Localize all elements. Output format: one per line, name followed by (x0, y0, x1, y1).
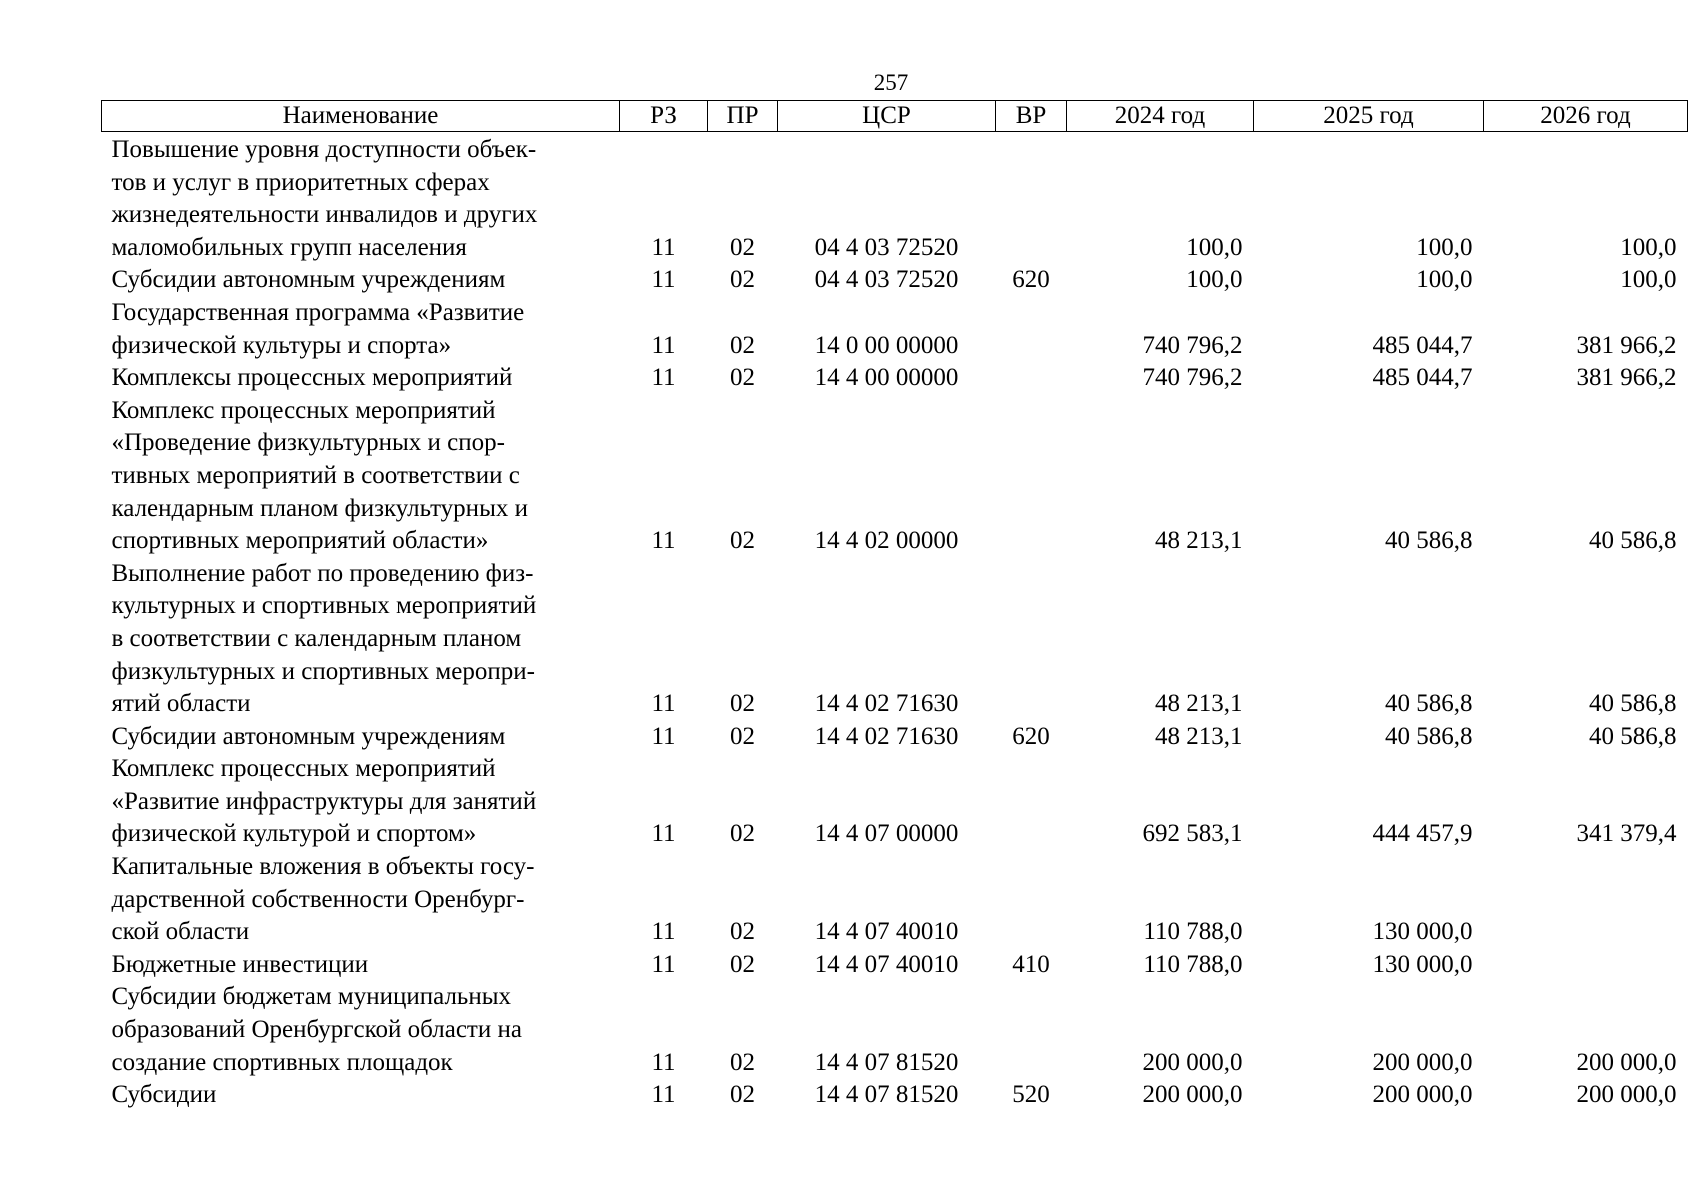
row-name-line: спортивных мероприятий области» (111, 527, 489, 555)
pr-cell: 02 (730, 331, 755, 359)
csr-cell: 14 4 07 40010 (814, 918, 959, 946)
rz-cell: 11 (651, 233, 676, 261)
amount-2024-cell: 110 788,0 (1143, 918, 1243, 946)
table-row (102, 981, 1688, 1079)
row-name-line: Повышение уровня доступности объек- (111, 136, 537, 163)
row-name-line: календарным планом физкультурных и (111, 494, 528, 522)
amount-2026-cell: 40 586,8 (1589, 527, 1677, 555)
row-name-line: «Проведение физкультурных и спор- (111, 429, 505, 457)
vr-cell (996, 395, 1067, 558)
amount-2024-cell: 740 796,2 (1142, 364, 1243, 392)
rz-cell: 11 (651, 690, 676, 718)
table-row (102, 1079, 1688, 1112)
amount-2024-cell: 692 583,1 (1142, 820, 1243, 848)
row-name-cell (102, 753, 620, 851)
csr-cell: 14 0 00 00000 (814, 331, 959, 359)
amount-2026-cell: 381 966,2 (1576, 331, 1677, 359)
amount-2026-cell: 100,0 (1620, 266, 1677, 294)
row-name-cell (102, 297, 620, 362)
pr-cell: 02 (730, 1048, 755, 1076)
rz-cell: 11 (651, 950, 676, 978)
amount-2025-cell: 485 044,7 (1372, 331, 1473, 359)
rz-cell: 11 (651, 364, 676, 392)
row-name-cell (102, 132, 620, 265)
amount-2026-cell: 200 000,0 (1576, 1081, 1677, 1109)
pr-cell: 02 (730, 527, 755, 555)
amount-2025-cell: 130 000,0 (1372, 918, 1473, 946)
csr-cell: 14 4 07 81520 (814, 1048, 959, 1076)
amount-2025-cell: 40 586,8 (1385, 722, 1473, 750)
row-name-line: физической культурой и спортом» (111, 820, 477, 848)
row-name-cell (102, 558, 620, 721)
amount-2024-cell: 48 213,1 (1155, 527, 1243, 555)
page-number: 257 (873, 70, 909, 95)
amount-2026-cell (1484, 851, 1688, 949)
row-name-cell (102, 721, 620, 754)
row-name-line: образований Оренбургской области на (111, 1016, 522, 1044)
amount-2026-cell: 200 000,0 (1576, 1048, 1677, 1076)
pr-cell: 02 (730, 820, 755, 848)
amount-2024-cell: 100,0 (1186, 266, 1243, 294)
column-header-2025: 2025 год (1254, 101, 1484, 132)
amount-2025-cell: 100,0 (1416, 233, 1473, 261)
row-name-line: маломобильных групп населения (111, 233, 467, 261)
amount-2026-cell: 100,0 (1620, 233, 1677, 261)
vr-cell (996, 132, 1067, 265)
row-name-line: жизнедеятельности инвалидов и других (111, 201, 538, 229)
csr-cell: 14 4 02 71630 (814, 690, 959, 718)
row-name-line: создание спортивных площадок (111, 1048, 453, 1076)
column-header-2026: 2026 год (1484, 101, 1688, 132)
vr-cell (996, 362, 1067, 395)
vr-cell (996, 753, 1067, 851)
table-row (102, 753, 1688, 851)
amount-2024-cell: 48 213,1 (1155, 722, 1243, 750)
row-name-line: ятий области (111, 690, 251, 718)
pr-cell: 02 (730, 1081, 755, 1109)
row-name-line: Выполнение работ по проведению физ- (111, 559, 534, 587)
csr-cell: 14 4 07 81520 (814, 1081, 959, 1109)
table-row (102, 395, 1688, 558)
amount-2024-cell: 200 000,0 (1142, 1081, 1243, 1109)
csr-cell: 04 4 03 72520 (814, 266, 959, 294)
csr-cell: 04 4 03 72520 (814, 233, 959, 261)
column-header-vr: ВР (996, 101, 1067, 132)
table-row (102, 851, 1688, 949)
row-name-cell (102, 395, 620, 558)
row-name-line: Государственная программа «Развитие (111, 298, 525, 326)
pr-cell: 02 (730, 266, 755, 294)
row-name-cell (102, 981, 620, 1079)
vr-cell: 620 (1012, 266, 1050, 294)
vr-cell: 620 (1012, 722, 1050, 750)
row-name-line: дарственной собственности Оренбург- (111, 885, 525, 913)
row-name-line: тов и услуг в приоритетных сферах (111, 168, 490, 196)
row-name-cell (102, 264, 620, 297)
amount-2025-cell: 444 457,9 (1372, 820, 1473, 848)
pr-cell: 02 (730, 722, 755, 750)
row-name-line: физкультурных и спортивных меропри- (111, 657, 535, 685)
amount-2026-cell: 40 586,8 (1589, 722, 1677, 750)
amount-2024-cell: 100,0 (1186, 233, 1243, 261)
amount-2024-cell: 740 796,2 (1142, 331, 1243, 359)
amount-2026-cell: 341 379,4 (1576, 820, 1677, 848)
rz-cell: 11 (651, 918, 676, 946)
row-name-line: Субсидии (111, 1081, 217, 1109)
amount-2025-cell: 100,0 (1416, 266, 1473, 294)
amount-2026-cell: 40 586,8 (1589, 690, 1677, 718)
row-name-line: ской области (111, 918, 250, 946)
table-header (102, 101, 1688, 132)
csr-cell: 14 4 02 00000 (814, 527, 959, 555)
row-name-line: Субсидии бюджетам муниципальных (111, 983, 512, 1011)
row-name-line: культурных и спортивных мероприятий (111, 592, 537, 620)
vr-cell: 520 (1012, 1081, 1050, 1109)
rz-cell: 11 (651, 722, 676, 750)
table-row (102, 132, 1688, 265)
row-name-line: Бюджетные инвестиции (111, 950, 369, 978)
pr-cell: 02 (730, 364, 755, 392)
table-row (102, 721, 1688, 754)
row-name-cell (102, 851, 620, 949)
rz-cell: 11 (651, 820, 676, 848)
row-name-cell (102, 1079, 620, 1112)
row-name-line: тивных мероприятий в соответствии с (111, 461, 520, 489)
row-name-line: физической культуры и спорта» (111, 331, 452, 359)
column-header-name: Наименование (102, 101, 620, 132)
amount-2026-cell (1484, 949, 1688, 982)
row-name-line: в соответствии с календарным планом (111, 624, 522, 652)
csr-cell: 14 4 07 00000 (814, 820, 959, 848)
row-name-cell (102, 362, 620, 395)
rz-cell: 11 (651, 527, 676, 555)
vr-cell (996, 297, 1067, 362)
csr-cell: 14 4 00 00000 (814, 364, 959, 392)
row-name-line: Субсидии автономным учреждениям (111, 722, 506, 750)
amount-2024-cell: 200 000,0 (1142, 1048, 1243, 1076)
pr-cell: 02 (730, 233, 755, 261)
row-name-cell (102, 949, 620, 982)
column-header-csr: ЦСР (778, 101, 996, 132)
amount-2025-cell: 40 586,8 (1385, 690, 1473, 718)
row-name-line: Комплекс процессных мероприятий (111, 755, 496, 783)
amount-2024-cell: 48 213,1 (1155, 690, 1243, 718)
rz-cell: 11 (651, 266, 676, 294)
table-row (102, 362, 1688, 395)
amount-2025-cell: 40 586,8 (1385, 527, 1473, 555)
vr-cell (996, 851, 1067, 949)
column-header-rz: РЗ (620, 101, 708, 132)
rz-cell: 11 (651, 1048, 676, 1076)
rz-cell: 11 (651, 331, 676, 359)
column-header-pr: ПР (708, 101, 778, 132)
row-name-line: «Развитие инфраструктуры для занятий (111, 787, 537, 815)
table-body (102, 132, 1688, 1112)
amount-2025-cell: 200 000,0 (1372, 1081, 1473, 1109)
pr-cell: 02 (730, 690, 755, 718)
amount-2025-cell: 485 044,7 (1372, 364, 1473, 392)
table-row (102, 949, 1688, 982)
amount-2024-cell: 110 788,0 (1143, 950, 1243, 978)
row-name-line: Комплексы процессных мероприятий (111, 364, 513, 392)
amount-2025-cell: 130 000,0 (1372, 950, 1473, 978)
vr-cell: 410 (1012, 950, 1050, 978)
table-row (102, 558, 1688, 721)
budget-table (101, 100, 1688, 1112)
csr-cell: 14 4 07 40010 (814, 950, 959, 978)
table-row (102, 264, 1688, 297)
rz-cell: 11 (651, 1081, 676, 1109)
pr-cell: 02 (730, 918, 755, 946)
column-header-2024: 2024 год (1067, 101, 1254, 132)
row-name-line: Капитальные вложения в объекты госу- (111, 853, 535, 881)
vr-cell (996, 558, 1067, 721)
header-row (102, 101, 1688, 132)
amount-2025-cell: 200 000,0 (1372, 1048, 1473, 1076)
table-row (102, 297, 1688, 362)
row-name-line: Комплекс процессных мероприятий (111, 396, 496, 424)
row-name-line: Субсидии автономным учреждениям (111, 266, 506, 294)
amount-2026-cell: 381 966,2 (1576, 364, 1677, 392)
csr-cell: 14 4 02 71630 (814, 722, 959, 750)
vr-cell (996, 981, 1067, 1079)
pr-cell: 02 (730, 950, 755, 978)
